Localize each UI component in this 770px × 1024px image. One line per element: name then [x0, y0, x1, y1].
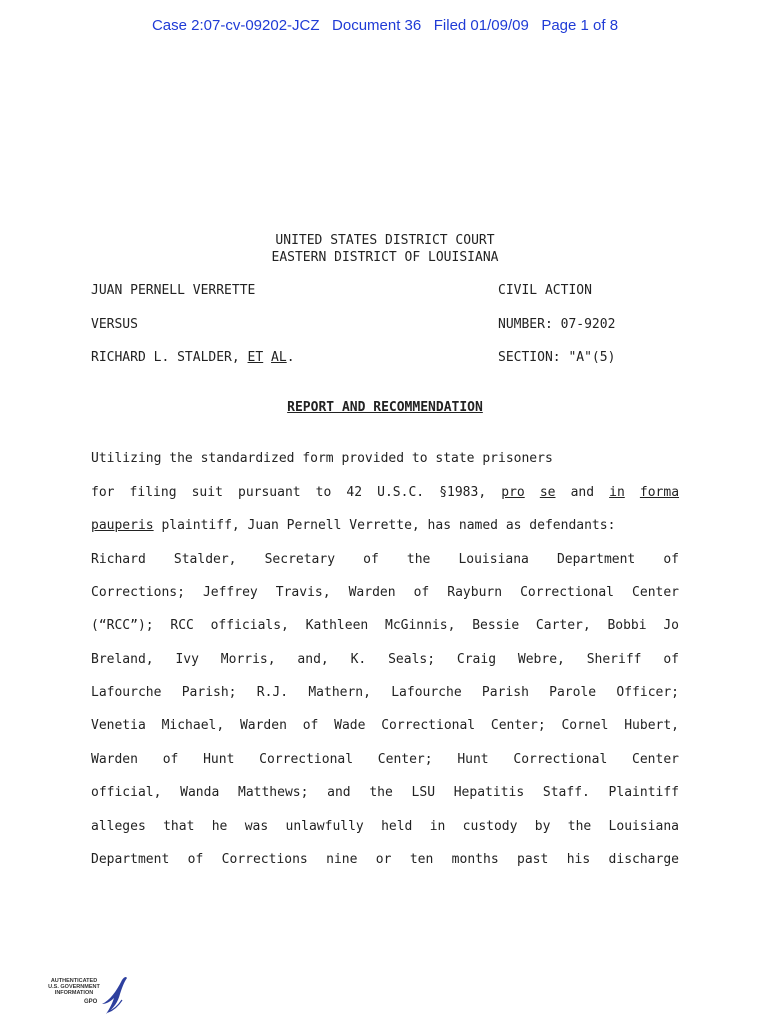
body-line: Richard Stalder, Secretary of the Louisiana Department of [91, 552, 679, 567]
body-line: Department of Corrections nine or ten months past his discharge [91, 852, 679, 867]
body-line: Utilizing the standardized form provided to state prisoners [91, 451, 553, 466]
al-underlined: AL [271, 350, 287, 365]
logo-gpo-text: GPO [84, 999, 98, 1005]
court-name: UNITED STATES DISTRICT COURT [275, 233, 495, 248]
body-line: Warden of Hunt Correctional Center; Hunt Correctional Center [91, 752, 679, 767]
gpo-authentication-logo [44, 974, 130, 1018]
court-district: EASTERN DISTRICT OF LOUISIANA [271, 250, 499, 265]
body-line: Venetia Michael, Warden of Wade Correctional Center; Cornel Hubert, [91, 718, 679, 733]
filing-stamp: Case 2:07-cv-09202-JCZ Document 36 Filed 01/09/09 Page 1 of 8 [151, 17, 619, 34]
body-line: Breland, Ivy Morris, and, K. Seals; Craig Webre, Sheriff of [91, 652, 679, 667]
defendant-period: . [286, 350, 295, 365]
body-line: official, Wanda Matthews; and the LSU Hepatitis Staff. Plaintiff [91, 785, 679, 800]
civil-action-label: CIVIL ACTION [498, 283, 592, 298]
defendant-main: RICHARD L. STALDER, [91, 350, 248, 365]
logo-text: AUTHENTICATED U.S. GOVERNMENT INFORMATION [48, 978, 100, 996]
case-section: SECTION: "A"(5) [498, 350, 616, 365]
body-line: Lafourche Parish; R.J. Mathern, Lafourche Parish Parole Officer; [91, 685, 679, 700]
et-underlined: ET [247, 350, 264, 365]
plaintiff-name: JUAN PERNELL VERRETTE [91, 283, 256, 298]
body-line: alleges that he was unlawfully held in custody by the Louisiana [91, 819, 679, 834]
body-line: for filing suit pursuant to 42 U.S.C. §1983, pro se and in forma [91, 485, 680, 500]
body-line: (“RCC”); RCC officials, Kathleen McGinnis, Bessie Carter, Bobbi Jo [91, 618, 679, 633]
body-line: Corrections; Jeffrey Travis, Warden of Rayburn Correctional Center [91, 585, 679, 600]
versus-label: VERSUS [91, 317, 138, 332]
defendant-name [91, 350, 295, 365]
case-number: NUMBER: 07-9202 [498, 317, 616, 332]
body-line: pauperis plaintiff, Juan Pernell Verrette, has named as defendants: [91, 518, 616, 533]
eagle-icon [44, 974, 130, 1018]
report-title: REPORT AND RECOMMENDATION [287, 400, 483, 415]
